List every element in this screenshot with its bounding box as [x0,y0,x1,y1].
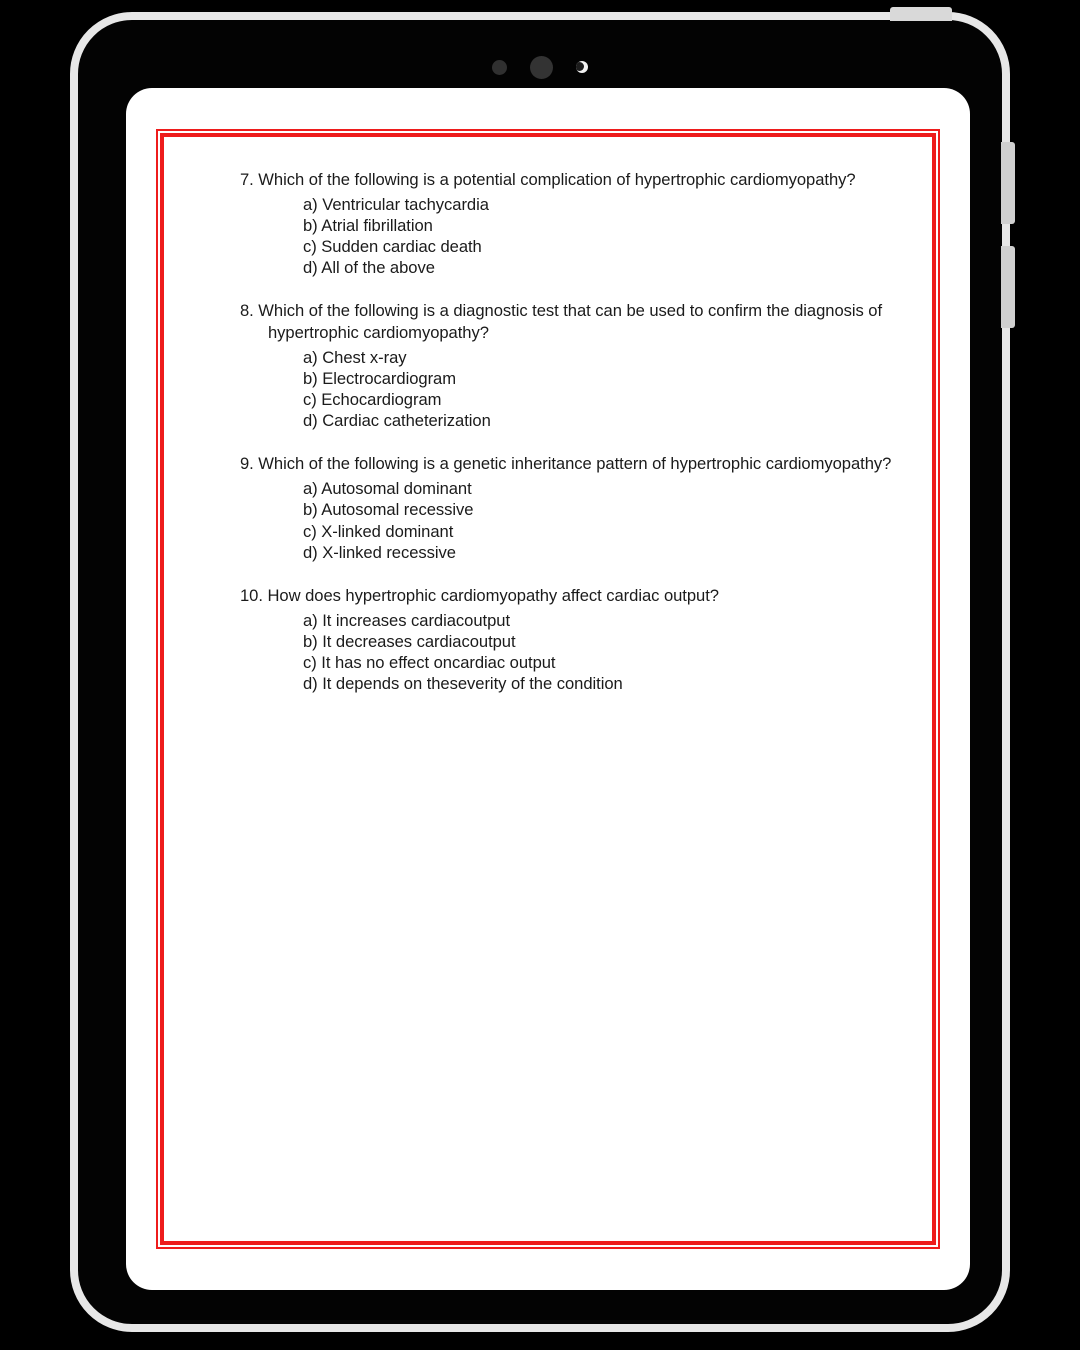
option-list [218,347,904,432]
quiz-question-block [218,300,904,431]
option-item[interactable]: d) It depends on theseverity of the condition [303,674,623,694]
option-item[interactable]: b) Atrial fibrillation [303,215,433,235]
power-button[interactable] [890,7,952,21]
question-prompt: 7. Which of the following is a potential complication of hypertrophic cardiomyopathy? [240,170,856,189]
tablet-device [70,12,1010,1332]
quiz-question-block [218,169,904,278]
question-wrapped-line: hypertrophic cardiomyopathy? [268,323,489,343]
tablet-screen[interactable] [126,88,970,1290]
quiz-question-list [158,131,938,1247]
option-list [218,194,904,279]
option-item[interactable]: b) It decreases cardiacoutput [303,631,516,651]
option-item[interactable]: a) It increases cardiacoutput [303,610,511,630]
option-item[interactable]: a) Ventricular tachycardia [303,194,489,214]
sensor-cluster [78,52,1002,82]
option-item[interactable]: d) All of the above [303,258,435,278]
volume-up-button[interactable] [1001,142,1015,224]
proximity-sensor-icon [492,60,507,75]
option-item[interactable]: d) X-linked recessive [303,542,456,562]
option-item[interactable]: b) Electrocardiogram [303,368,457,388]
ambient-light-sensor-icon [530,56,553,79]
document-page [156,129,940,1249]
front-camera-icon [576,61,588,73]
quiz-question-block [218,585,904,694]
option-list [218,610,904,695]
option-list [218,478,904,563]
question-text [218,585,904,607]
question-text [218,453,904,475]
question-prompt: 9. Which of the following is a genetic inheritance pattern of hypertrophic cardiomyopathy? [240,454,892,474]
question-prompt: 10. How does hypertrophic cardiomyopathy affect cardiac output? [240,585,719,605]
question-text [218,169,904,191]
option-item[interactable]: a) Autosomal dominant [303,479,472,499]
option-item[interactable]: c) Sudden cardiac death [303,237,482,257]
option-item[interactable]: c) It has no effect oncardiac output [303,652,556,672]
question-prompt: 8. Which of the following is a diagnostic test that can be used to confirm the diagnosis of [240,301,883,321]
option-item[interactable]: c) X-linked dominant [303,521,454,541]
option-item[interactable]: c) Echocardiogram [303,390,442,410]
quiz-question-block [218,453,904,562]
volume-down-button[interactable] [1001,246,1015,328]
option-item[interactable]: d) Cardiac catheterization [303,411,491,431]
option-item[interactable]: a) Chest x-ray [303,347,407,367]
question-text [218,300,904,343]
option-item[interactable]: b) Autosomal recessive [303,500,474,520]
